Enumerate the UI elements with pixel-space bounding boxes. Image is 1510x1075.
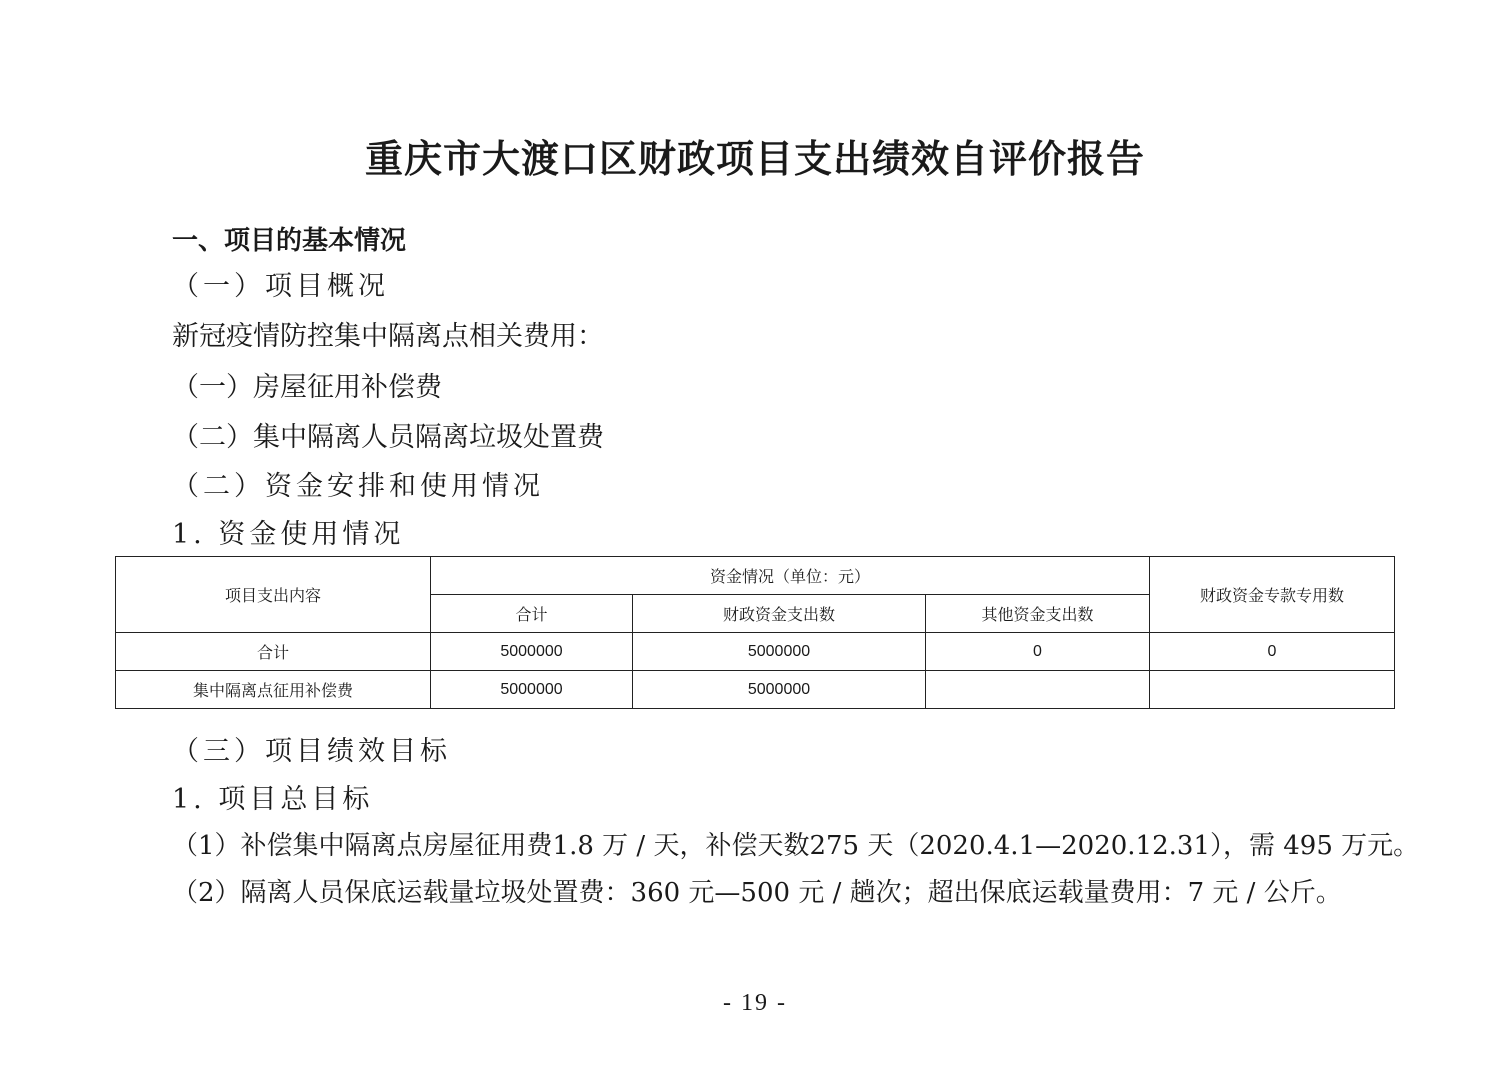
goal-item-1: （1）补偿集中隔离点房屋征用费1.8 万 / 天，补偿天数275 天（2020.4.1—2020.12.31），需 495 万元。 (172, 831, 1420, 861)
cell-special: 0 (1150, 633, 1395, 671)
document-title: 重庆市大渡口区财政项目支出绩效自评价报告 (364, 136, 1145, 181)
cell-fiscal: 5000000 (633, 671, 926, 709)
header-other: 其他资金支出数 (926, 595, 1150, 633)
table-row (116, 671, 1395, 709)
subsection-overview: （一）项目概况 (172, 271, 389, 302)
cell-total: 5000000 (431, 671, 633, 709)
section-heading-basic-info: 一、项目的基本情况 (172, 226, 407, 256)
fund-usage-table (115, 556, 1395, 709)
header-content: 项目支出内容 (116, 557, 431, 633)
subsection-fund-arrangement: （二）资金安排和使用情况 (172, 471, 544, 502)
fund-usage-label: 1. 资金使用情况 (172, 519, 405, 550)
cell-total: 5000000 (431, 633, 633, 671)
cell-name: 合计 (116, 633, 431, 671)
page-number: - 19 - (723, 990, 787, 1016)
table-row (116, 633, 1395, 671)
subsection-performance-goals: （三）项目绩效目标 (172, 736, 451, 767)
header-special: 财政资金专款专用数 (1150, 557, 1395, 633)
cell-other: 0 (926, 633, 1150, 671)
list-item-housing-compensation: （一）房屋征用补偿费 (172, 372, 442, 403)
header-total: 合计 (431, 595, 633, 633)
cell-other (926, 671, 1150, 709)
intro-paragraph: 新冠疫情防控集中隔离点相关费用： (172, 321, 604, 352)
cell-fiscal: 5000000 (633, 633, 926, 671)
cell-special (1150, 671, 1395, 709)
cell-name: 集中隔离点征用补偿费 (116, 671, 431, 709)
header-fiscal: 财政资金支出数 (633, 595, 926, 633)
overall-goal-label: 1. 项目总目标 (172, 784, 374, 815)
list-item-waste-disposal: （二）集中隔离人员隔离垃圾处置费 (172, 422, 604, 453)
header-funds: 资金情况（单位：元） (431, 557, 1150, 595)
goal-item-2: （2）隔离人员保底运载量垃圾处置费：360 元—500 元 / 趟次；超出保底运载量费用：7 元 / 公斤。 (172, 878, 1342, 908)
